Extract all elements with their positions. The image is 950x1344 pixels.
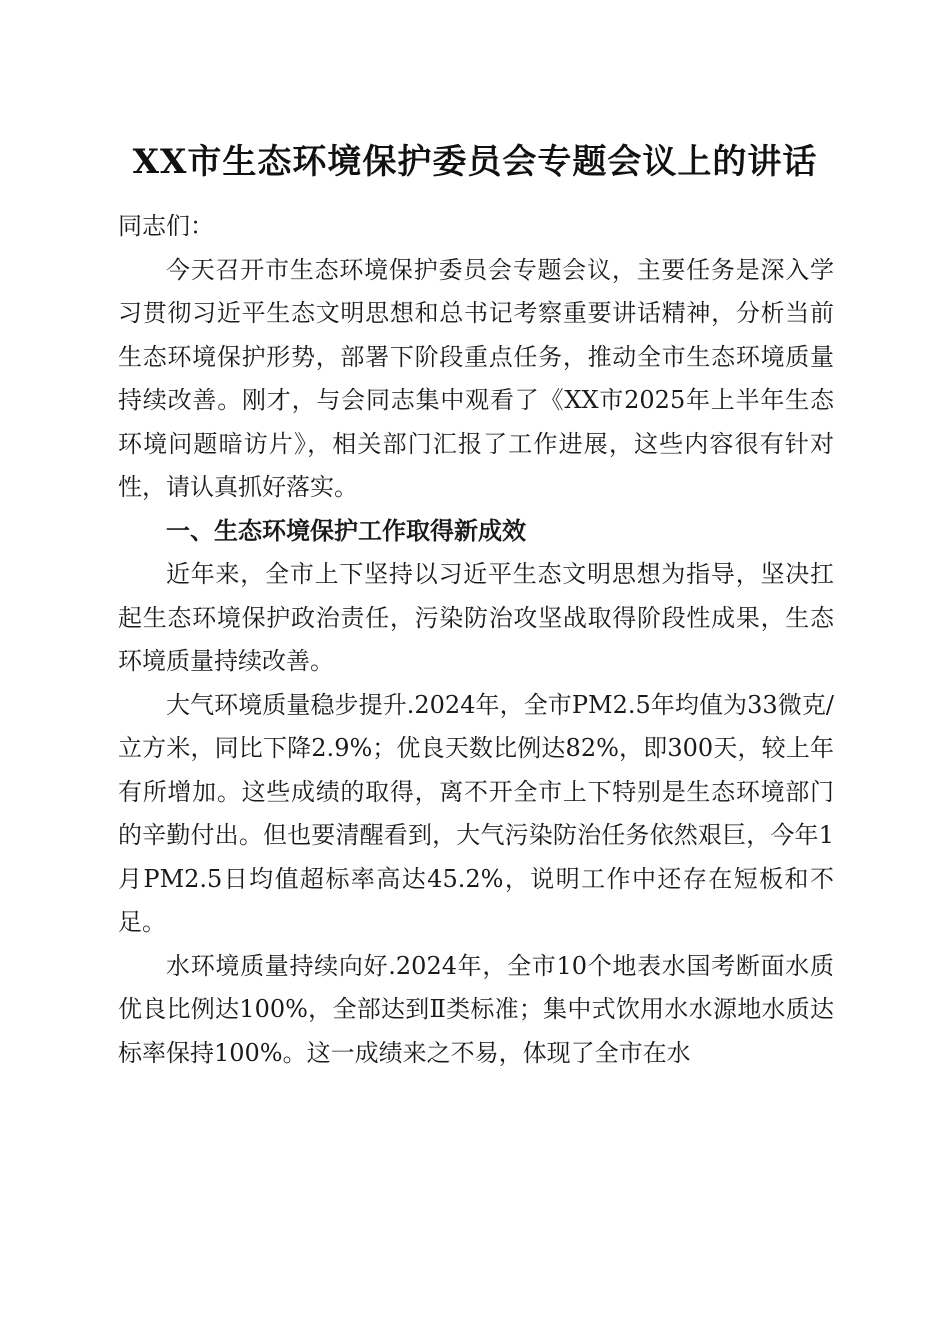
salutation: 同志们： (118, 212, 214, 240)
document-title: XX市生态环境保护委员会专题会议上的讲话 (132, 142, 818, 182)
section-one-heading: 一、生态环境保护工作取得新成效 (166, 516, 526, 545)
document-body (118, 205, 834, 1075)
water-quality-paragraph: 水环境质量持续向好.2024年，全市10个地表水国考断面水质优良比例达100%，全部达到Ⅱ类标准；集中式饮用水水源地水质达标率保持100%。这一成绩来之不易，体现了全市在水 (118, 951, 834, 1067)
intro-paragraph: 今天召开市生态环境保护委员会专题会议，主要任务是深入学习贯彻习近平生态文明思想和总书记考察重要讲话精神，分析当前生态环境保护形势，部署下阶段重点任务，推动全市生态环境质量持续改善。刚才，与会同志集中观看了《XX市2025年上半年生态环境问题暗访片》，相关部门汇报了工作进展，这些内容很有针对性，请认真抓好落实。 (118, 255, 834, 501)
air-quality-paragraph: 大气环境质量稳步提升.2024年，全市PM2.5年均值为33微克/立方米，同比下降2.9%；优良天数比例达82%，即300天，较上年有所增加。这些成绩的取得，离不开全市上下特别是生态环境部门的辛勤付出。但也要清醒看到，大气污染防治任务依然艰巨，今年1月PM2.5日均值超标率高达45.2%，说明工作中还存在短板和不足。 (118, 690, 834, 936)
section-one-intro-paragraph: 近年来，全市上下坚持以习近平生态文明思想为指导，坚决扛起生态环境保护政治责任，污染防治攻坚战取得阶段性成果，生态环境质量持续改善。 (118, 560, 834, 675)
